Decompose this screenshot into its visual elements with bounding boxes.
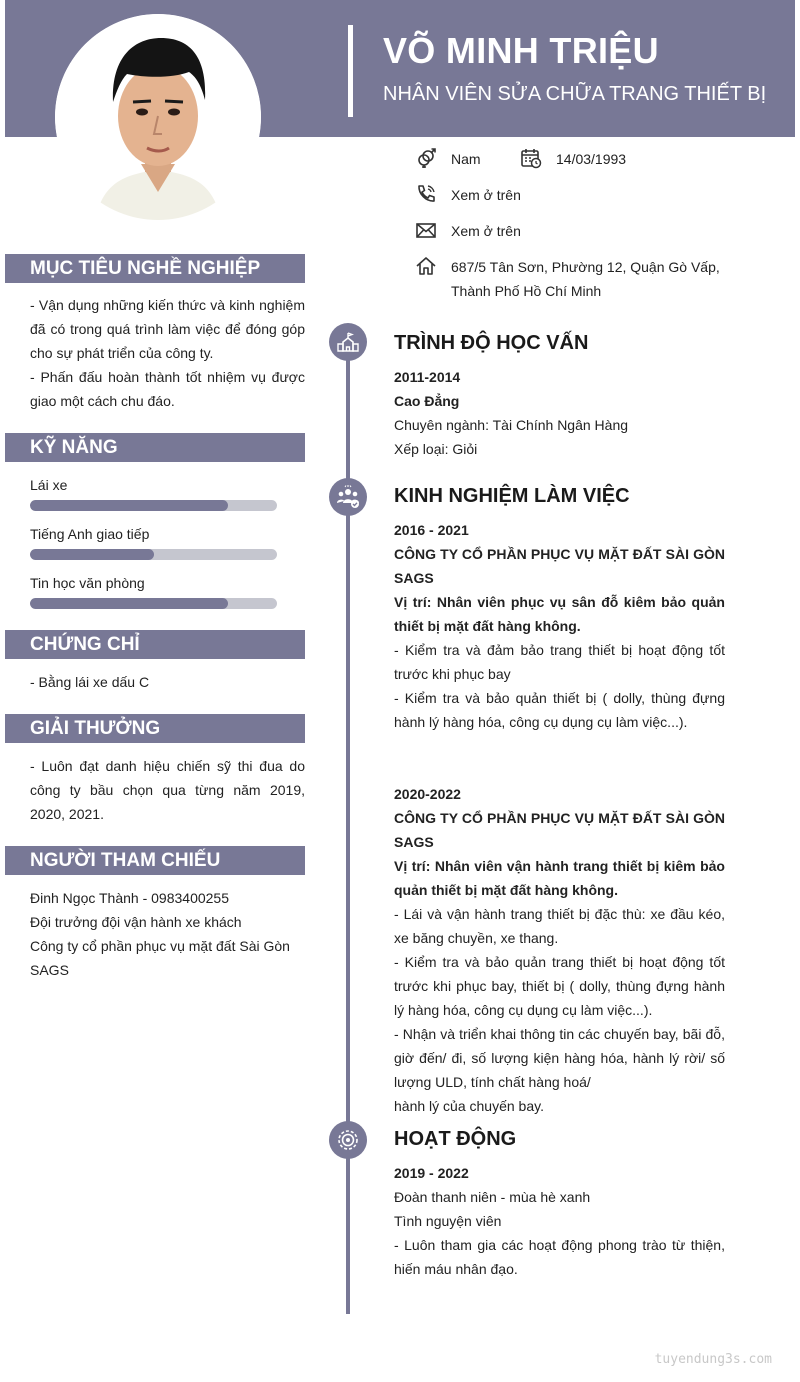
job-duty: - Kiểm tra và bảo quản trang thiết bị hoạt động tốt trước khi phục bay, thiết bị ( dolly, thùng đựng hành lý hàng hóa, công cụ dụng cụ làm việc...).	[394, 954, 725, 1018]
activities-heading: HOẠT ĐỘNG	[394, 1128, 517, 1150]
phone-icon	[415, 183, 437, 205]
header-divider	[348, 25, 353, 117]
skill-label: Tiếng Anh giao tiếp	[30, 526, 150, 542]
education-heading: TRÌNH ĐỘ HỌC VẤN	[394, 332, 589, 354]
skill-bar	[30, 500, 277, 511]
activity-years: 2019 - 2022	[394, 1165, 469, 1181]
skill-bar	[30, 598, 277, 609]
watermark: tuyendung3s.com	[654, 1352, 772, 1367]
job-years: 2016 - 2021	[394, 522, 469, 538]
gear-icon	[335, 1127, 361, 1153]
address-value: 687/5 Tân Sơn, Phường 12, Quận Gò Vấp, Thành Phố Hồ Chí Minh	[451, 259, 720, 299]
gender-icon	[415, 147, 437, 169]
skill-bar	[30, 549, 277, 560]
contact-birthdate	[520, 147, 626, 171]
job-years: 2020-2022	[394, 786, 461, 802]
mail-icon	[415, 219, 437, 241]
certificates-heading: CHỨNG CHỈ	[5, 630, 305, 659]
email-value: Xem ở trên	[451, 223, 521, 239]
activities-badge	[329, 1121, 367, 1159]
job-position: Vị trí: Nhân viên vận hành trang thiết bị kiêm bảo quản thiết bị mặt đất hàng không.	[394, 858, 725, 898]
skill-bar-fill	[30, 500, 228, 511]
awards-heading: GIẢI THƯỞNG	[5, 714, 305, 743]
calendar-icon	[520, 147, 542, 169]
job-company: CÔNG TY CỔ PHẦN PHỤC VỤ MẶT ĐẤT SÀI GÒN SAGS	[394, 810, 725, 850]
job-duty: - Kiểm tra và bảo quản thiết bị ( dolly, thùng đựng hành lý hàng hóa, công cụ dụng cụ làm việc...).	[394, 690, 725, 730]
contact-email	[415, 219, 521, 243]
objective-text	[30, 293, 305, 413]
reference-line: Đinh Ngọc Thành - 0983400255	[30, 890, 230, 906]
candidate-title: NHÂN VIÊN SỬA CHỮA TRANG THIẾT BỊ	[383, 83, 767, 105]
objective-line: - Vận dụng những kiến thức và kinh nghiệm đã có trong quá trình làm việc để đóng góp cho sự phát triển của công ty.	[30, 297, 305, 361]
objective-heading: MỤC TIÊU NGHỀ NGHIỆP	[5, 254, 305, 283]
activity-org: Đoàn thanh niên - mùa hè xanh	[394, 1189, 591, 1205]
skill-label: Tin học văn phòng	[30, 575, 145, 591]
job-duty: hành lý của chuyến bay.	[394, 1098, 544, 1114]
reference-line: Công ty cổ phần phục vụ mặt đất Sài Gòn SAGS	[30, 938, 290, 978]
contact-gender	[415, 147, 481, 171]
avatar	[55, 14, 261, 220]
job-duty: - Nhận và triển khai thông tin các chuyến bay, bãi đỗ, giờ đến/ đi, số lượng kiện hàng hóa, hành lý rời/ số lượng ULD, tính chất hàng hoá/	[394, 1026, 725, 1090]
experience-heading: KINH NGHIỆM LÀM VIỆC	[394, 485, 630, 507]
home-icon	[415, 255, 437, 277]
education-badge	[329, 323, 367, 361]
activities-content	[394, 1161, 725, 1281]
objective-line: - Phấn đấu hoàn thành tốt nhiệm vụ được giao một cách chu đáo.	[30, 369, 305, 409]
awards-text: - Luôn đạt danh hiệu chiến sỹ thi đua do công ty bầu chọn qua từng năm 2019, 2020, 2021.	[30, 758, 305, 822]
job-duty: - Kiểm tra và đảm bảo trang thiết bị hoạt động tốt trước khi phục bay	[394, 642, 725, 682]
activity-role: Tình nguyện viên	[394, 1213, 502, 1229]
education-grade: Xếp loại: Giỏi	[394, 441, 478, 457]
skills-heading: KỸ NĂNG	[5, 433, 305, 462]
skill-bar-fill	[30, 598, 228, 609]
job-position: Vị trí: Nhân viên phục vụ sân đỗ kiêm bảo quản thiết bị mặt đất hàng không.	[394, 594, 725, 634]
skill-bar-fill	[30, 549, 154, 560]
job-company: CÔNG TY CỔ PHẦN PHỤC VỤ MẶT ĐẤT SÀI GÒN SAGS	[394, 546, 725, 586]
skill-label: Lái xe	[30, 477, 68, 493]
birthdate-value: 14/03/1993	[556, 151, 627, 167]
contact-phone	[415, 183, 521, 207]
phone-value: Xem ở trên	[451, 187, 521, 203]
reference-line: Đội trưởng đội vận hành xe khách	[30, 914, 242, 930]
candidate-name: VÕ MINH TRIỆU	[383, 30, 659, 71]
team-icon	[335, 484, 361, 510]
job-duty: - Lái và vận hành trang thiết bị đặc thù: xe đầu kéo, xe băng chuyền, xe thang.	[394, 906, 725, 946]
certificates-text: - Bằng lái xe dấu C	[30, 674, 150, 690]
education-major: Chuyên ngành: Tài Chính Ngân Hàng	[394, 417, 629, 433]
experience-badge	[329, 478, 367, 516]
education-years: 2011-2014	[394, 369, 461, 385]
education-degree: Cao Đẳng	[394, 393, 460, 409]
portrait-illustration	[55, 14, 261, 220]
references-heading: NGƯỜI THAM CHIẾU	[5, 846, 305, 875]
contact-address	[415, 255, 760, 303]
education-content	[394, 365, 725, 461]
experience-content	[394, 518, 725, 1118]
activity-desc: - Luôn tham gia các hoạt động phong trào từ thiện, hiến máu nhân đạo.	[394, 1237, 725, 1277]
references-text	[30, 886, 305, 982]
school-icon	[336, 330, 360, 354]
gender-value: Nam	[451, 151, 481, 167]
